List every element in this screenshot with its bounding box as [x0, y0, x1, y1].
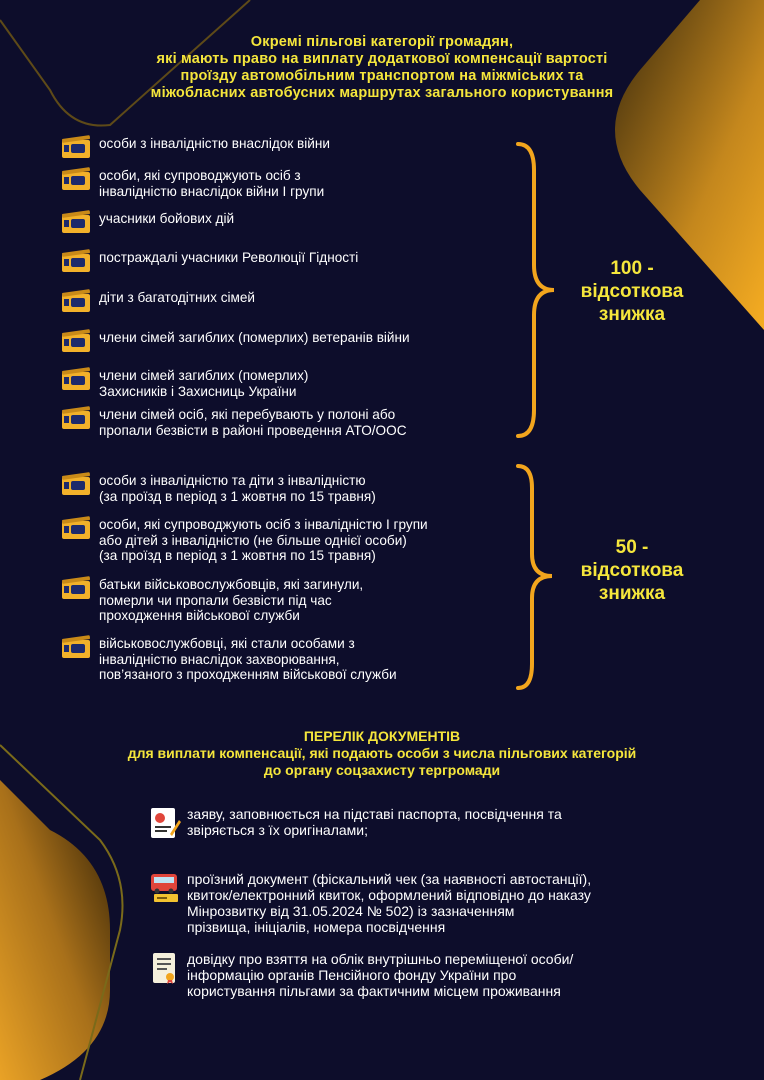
title-line: Окремі пільгові категорії громадян,: [250, 34, 514, 50]
benefit-item: [60, 407, 407, 438]
title-line: проїзду автомобільним транспортом на міжміських та: [180, 68, 584, 84]
ticket-icon: [60, 288, 94, 314]
documents-heading: [40, 728, 724, 779]
document-text: проїзний документ (фіскальний чек (за наявності автостанції), квиток/електронний квиток, оформлений відповідно до наказу Мінрозвитку від 31.05.2024 № 502) із зазначенням прізвища, ініціалів, номера посвідчення: [187, 871, 592, 935]
document-text: заяву, заповнюється на підставі паспорта, посвідчення та звіряється з їх оригіналами;: [187, 806, 562, 838]
benefit-text: особи, які супроводжують осіб з інвалідністю внаслідок війни І групи: [99, 168, 325, 199]
benefit-text: особи, які супроводжують осіб з інвалідністю І групи або дітей з інвалідністю (не більше однієї особи) (за проїзд в період з 1 жовтня по 15 травня): [99, 517, 428, 563]
benefit-item: [60, 250, 358, 274]
benefit-text: члени сімей осіб, які перебувають у полоні або пропали безвісти в районі проведення АТО/ООС: [99, 407, 407, 438]
benefit-item: [60, 517, 428, 564]
ticket-icon: [60, 134, 94, 160]
ticket-icon: [60, 405, 94, 431]
main-title: [40, 34, 724, 102]
benefit-text: батьки військовослужбовців, які загинули, померли чи пропали безвісти під час проходження військової служби: [99, 577, 364, 623]
ticket-icon: [60, 328, 94, 354]
benefit-text: діти з багатодітних сімей: [99, 290, 256, 305]
benefit-text: особи з інвалідністю внаслідок війни: [99, 136, 330, 151]
ticket-icon: [60, 634, 94, 660]
benefit-text: особи з інвалідністю та діти з інвалідністю (за проїзд в період з 1 жовтня по 15 травня): [99, 473, 376, 504]
benefit-item: [60, 330, 410, 354]
bottom-left-gold-shape: [0, 780, 110, 1080]
document-item: [148, 951, 573, 999]
ticket-icon: [60, 575, 94, 601]
title-line: міжобласних автобусних маршрутах загального користування: [150, 85, 614, 101]
ticket-icon: [60, 471, 94, 497]
benefit-item: [60, 577, 363, 624]
discount-50-label: [552, 536, 712, 605]
ticket-icon: [60, 248, 94, 274]
discount-word: відсоткова: [580, 560, 684, 581]
document-item: [148, 806, 562, 840]
benefit-item: [60, 136, 330, 160]
benefit-text: члени сімей загиблих (померлих) Захисників і Захисниць України: [99, 368, 309, 399]
benefit-text: постраждалі учасники Революції Гідності: [99, 250, 359, 265]
certificate-document-icon: [148, 951, 182, 985]
document-text: довідку про взяття на облік внутрішньо переміщеної особи/ інформацію органів Пенсійного фонду України про користування пільгами за фактичним місцем проживання: [187, 951, 574, 999]
benefit-text: члени сімей загиблих (померлих) ветеранів війни: [99, 330, 410, 345]
ticket-icon: [60, 366, 94, 392]
benefit-item: [60, 368, 308, 399]
discount-value: 50 -: [615, 537, 649, 558]
benefit-text: учасники бойових дій: [99, 211, 235, 226]
bus-ticket-icon: [148, 871, 182, 905]
benefit-item: [60, 211, 234, 235]
discount-value: 100 -: [610, 258, 654, 279]
ticket-icon: [60, 515, 94, 541]
benefit-item: [60, 290, 255, 314]
documents-heading-line: ПЕРЕЛІК ДОКУМЕНТІВ: [303, 728, 461, 744]
benefit-item: [60, 636, 397, 683]
documents-heading-line: для виплати компенсації, які подають особи з числа пільгових категорій: [127, 745, 637, 761]
documents-heading-line: до органу соцзахисту тергромади: [263, 762, 501, 778]
benefit-item: [60, 168, 324, 199]
discount-word: відсоткова: [580, 281, 684, 302]
ticket-icon: [60, 209, 94, 235]
benefit-text: військовослужбовці, які стали особами з інвалідністю внаслідок захворювання, пов’язаного з проходженням військової служби: [99, 636, 397, 682]
title-line: які мають право на виплату додаткової компенсації вартості: [156, 51, 608, 67]
discount-100-label: [552, 257, 712, 326]
discount-word: знижка: [598, 583, 666, 604]
application-form-icon: [148, 806, 182, 840]
benefit-item: [60, 473, 376, 504]
ticket-icon: [60, 166, 94, 192]
document-item: [148, 871, 591, 935]
discount-word: знижка: [598, 304, 666, 325]
